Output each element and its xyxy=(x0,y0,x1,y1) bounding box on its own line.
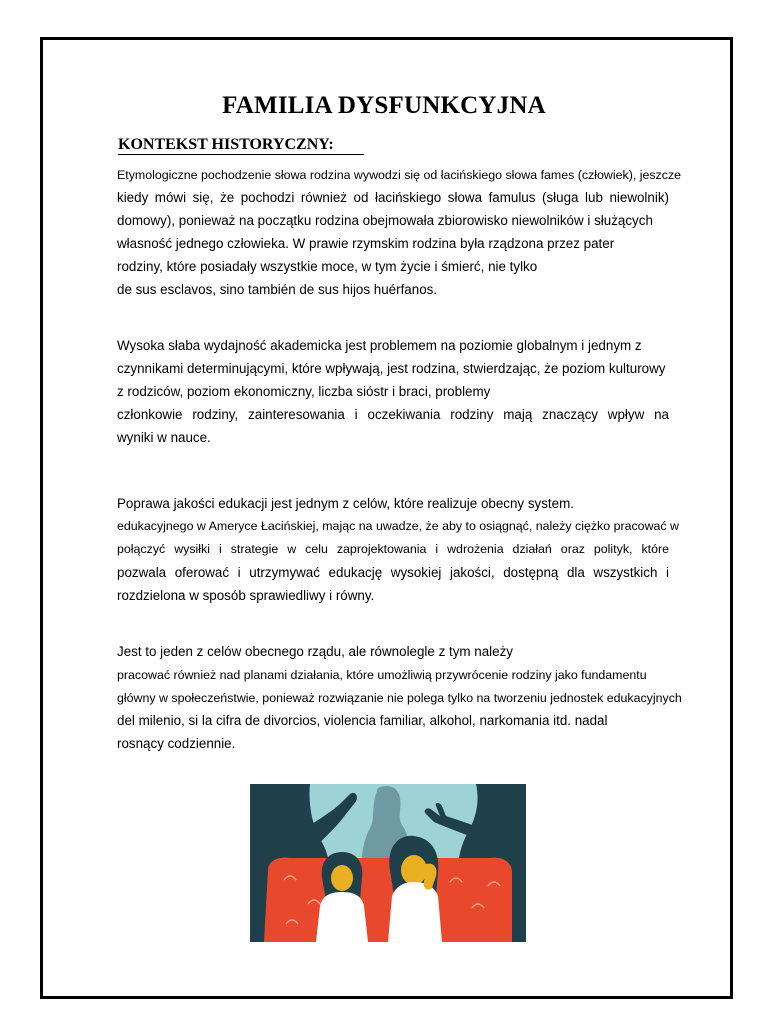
paragraph-4-line-2: pracować również nad planami działania, które umożliwią przywrócenie rodziny jako fundamentu xyxy=(117,668,647,682)
family-conflict-illustration xyxy=(250,784,526,942)
paragraph-4-line-3: główny w społeczeństwie, ponieważ rozwiązanie nie polega tylko na tworzeniu jednostek edukacyjnych xyxy=(117,691,682,705)
paragraph-1-line-2: kiedy mówi się, że pochodzi również od łacińskiego słowa famulus (sługa lub niewolnik) xyxy=(117,190,669,205)
girl-2-shirt xyxy=(388,882,442,942)
paragraph-2-line-5: wyniki w nauce. xyxy=(117,430,211,445)
paragraph-4-line-1: Jest to jeden z celów obecnego rządu, ale równolegle z tym należy xyxy=(117,644,513,659)
paragraph-3-line-5: rozdzielona w sposób sprawiedliwy i równy. xyxy=(117,588,375,603)
paragraph-2-line-1: Wysoka słaba wydajność akademicka jest problemem na poziomie globalnym i jednym z xyxy=(117,338,642,353)
paragraph-3-line-4: pozwala oferować i utrzymywać edukację wysokiej jakości, dostępną dla wszystkich i xyxy=(117,565,669,580)
paragraph-1-line-6: de sus esclavos, sino también de sus hijos huérfanos. xyxy=(117,282,438,297)
section-heading: KONTEKST HISTORYCZNY: xyxy=(118,136,364,155)
page-title: FAMILIA DYSFUNKCYJNA xyxy=(222,92,546,119)
girl-2-face xyxy=(401,855,427,885)
paragraph-1-line-4: własność jednego człowieka. W prawie rzymskim rodzina była rządzona przez pater xyxy=(117,236,615,251)
girl-1-shirt xyxy=(316,892,368,942)
paragraph-3-line-1: Poprawa jakości edukacji jest jednym z celów, które realizuje obecny system. xyxy=(117,496,574,511)
paragraph-1-line-5: rodziny, które posiadały wszystkie moce, w tym życie i śmierć, nie tylko xyxy=(117,259,538,274)
paragraph-2-line-4: członkowie rodziny, zainteresowania i oczekiwania rodziny mają znaczący wpływ na xyxy=(117,407,669,422)
paragraph-2-line-3: z rodziców, poziom ekonomiczny, liczba sióstr i braci, problemy xyxy=(117,384,491,399)
girl-1-face xyxy=(331,865,353,891)
couch xyxy=(264,858,512,943)
paragraph-2-line-2: czynnikami determinującymi, które wpływają, jest rodzina, stwierdzając, że poziom kulturowy xyxy=(117,361,666,376)
paragraph-3-line-2: edukacyjnego w Ameryce Łacińskiej, mając na uwadze, że aby to osiągnąć, należy ciężko pracować w xyxy=(117,519,680,533)
paragraph-4-line-4: del milenio, si la cifra de divorcios, violencia familiar, alkohol, narkomania itd. nadal xyxy=(117,713,608,728)
paragraph-4-line-5: rosnący codziennie. xyxy=(117,736,236,751)
paragraph-1-line-1: Etymologiczne pochodzenie słowa rodzina wywodzi się od łacińskiego słowa fames (człowiek), jeszcze xyxy=(117,168,682,182)
paragraph-3-line-3: połączyć wysiłki i strategie w celu zaprojektowania i wdrożenia działań oraz polityk, które xyxy=(117,542,669,556)
paragraph-1-line-3: domowy), ponieważ na początku rodzina obejmowała zbiorowisko niewolników i służących xyxy=(117,213,653,228)
